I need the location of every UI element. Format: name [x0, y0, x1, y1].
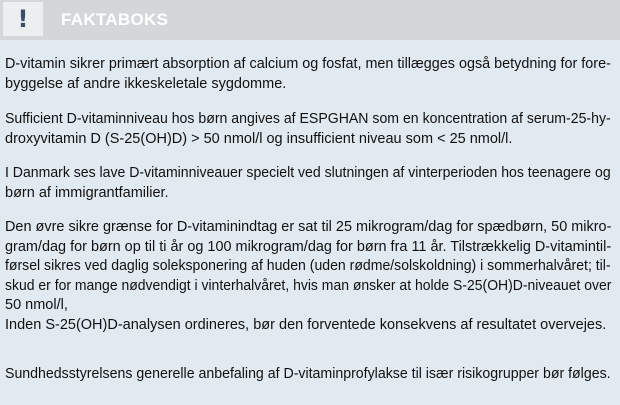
- text-line: skud er for mange nødvendigt i vinterhalvåret, hvis man ønsker at holde S-25(OH)D-niveauet over: [5, 277, 612, 294]
- paragraph-sufficient-level: [5, 110, 611, 149]
- text-line: droxyvitamin D (S-25(OH)D) > 50 nmol/l og insufficient niveau som < 25 nmol/l.: [5, 130, 513, 147]
- text-line: gram/dag for børn op til ti år og 100 mikrogram/dag for børn fra 11 år. Tilstrækkelig D-vitamintil-: [5, 238, 612, 255]
- text-line: Den øvre sikre grænse for D-vitaminindtag er sat til 25 mikrogram/dag for spædbørn, 50 mikro-: [5, 219, 612, 235]
- text-line: 50 nmol/l,: [5, 297, 68, 313]
- text-line: førsel sikres ved daglig soleksponering af huden (uden rødme/solskoldning) i sommerhalvåret; til-: [5, 258, 611, 274]
- paragraph-denmark: [5, 164, 611, 203]
- exclamation-icon: !: [3, 2, 43, 36]
- paragraph-absorption: [5, 55, 611, 94]
- text-line: I Danmark ses lave D-vitaminniveauer specielt ved slutningen af vinterperioden hos teenagere og: [5, 165, 611, 181]
- fact-box-body: [0, 40, 620, 405]
- text-line: børn af immigrantfamilier.: [5, 184, 169, 201]
- text-line: D-vitamin sikrer primært absorption af calcium og fosfat, men tillægges også betydning for fore-: [5, 56, 611, 72]
- paragraph-recommendation: [5, 365, 611, 385]
- fact-box-title: FAKTABOKS: [61, 10, 169, 29]
- text-line: Sufficient D-vitaminniveau hos børn angives af ESPGHAN som en koncentration af serum-25-hy-: [5, 111, 611, 127]
- text-line: byggelse af andre ikkeskeletale sygdomme.: [5, 75, 287, 92]
- text-line: Sundhedsstyrelsens generelle anbefaling af D-vitaminprofylakse til især risikogrupper bør følges.: [5, 366, 611, 382]
- text-line: Inden S-25(OH)D-analysen ordineres, bør den forventede konsekvens af resultatet overvejes.: [5, 316, 607, 333]
- paragraph-upper-limit: [5, 218, 611, 335]
- fact-box-header: [0, 0, 620, 44]
